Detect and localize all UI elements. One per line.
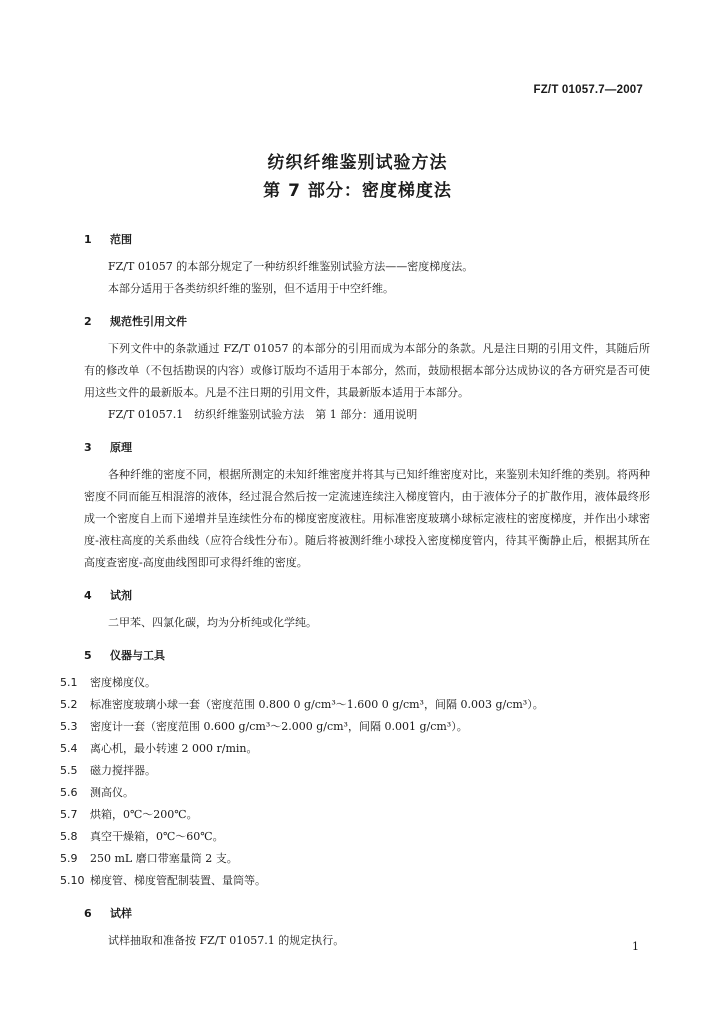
- list-item: 5.6 测高仪。: [60, 786, 134, 799]
- apparatus-list: [60, 672, 650, 892]
- document-subtitle: 第 7 部分：密度梯度法: [263, 181, 452, 201]
- section-title: 范围: [110, 233, 132, 246]
- section-heading-apparatus: [84, 648, 650, 664]
- section-number: 5: [84, 649, 92, 662]
- document-title: 纺织纤维鉴别试验方法: [267, 153, 448, 173]
- list-item: 5.9 250 mL 磨口带塞量筒 2 支。: [60, 852, 238, 865]
- paragraph: FZ/T 01057 的本部分规定了一种纺织纤维鉴别试验方法——密度梯度法。: [108, 260, 474, 273]
- paragraph: 各种纤维的密度不同，根据所测定的未知纤维密度并将其与已知纤维密度对比，来鉴别未知纤维的类别。将两种密度不同而能互相混溶的液体，经过混合然后按一定流速连续注入梯度管内，由于液体分子的扩散作用，液体最终形成一个密度自上而下递增并呈连续性分布的梯度密度液柱。用标准密度玻璃小球标定液柱的密度梯度，并作出小球密度-液柱高度的关系曲线（应符合线性分布）。随后将被测纤维小球投入密度梯度管内，待其平衡静止后，根据其所在高度查密度-高度曲线图即可求得纤维的密度。: [84, 468, 650, 569]
- standard-code: FZ/T 01057.7—2007: [533, 84, 643, 96]
- list-item: 5.4 离心机，最小转速 2 000 r/min。: [60, 742, 258, 755]
- list-item: 5.2 标准密度玻璃小球一套（密度范围 0.800 0 g/cm³～1.600 0 g/cm³，间隔 0.003 g/cm³）。: [60, 698, 544, 711]
- section-number: 4: [84, 589, 92, 602]
- paragraph: 本部分适用于各类纺织纤维的鉴别，但不适用于中空纤维。: [108, 282, 394, 295]
- section-title: 原理: [110, 441, 132, 454]
- section-number: 1: [84, 233, 92, 246]
- section-title: 试样: [110, 907, 132, 920]
- section-heading-reagents: [84, 588, 650, 604]
- section-heading-normative-references: [84, 314, 650, 330]
- list-item: 5.5 磁力搅拌器。: [60, 764, 156, 777]
- paragraph: 下列文件中的条款通过 FZ/T 01057 的本部分的引用而成为本部分的条款。凡是注日期的引用文件，其随后所有的修改单（不包括勘误的内容）或修订版均不适用于本部分，然而，鼓励根据本部分达成协议的各方研究是否可使用这些文件的最新版本。凡是不注日期的引用文件，其最新版本适用于本部分。: [84, 342, 650, 399]
- reference-entry: FZ/T 01057.1 纺织纤维鉴别试验方法 第 1 部分：通用说明: [108, 408, 418, 421]
- list-item: 5.7 烘箱，0℃～200℃。: [60, 808, 198, 821]
- section-title: 仪器与工具: [110, 649, 165, 662]
- section-heading-scope: [84, 232, 650, 248]
- section-title: 规范性引用文件: [110, 315, 187, 328]
- paragraph: 二甲苯、四氯化碳，均为分析纯或化学纯。: [108, 616, 317, 629]
- section-heading-specimens: [84, 906, 650, 922]
- list-item: 5.8 真空干燥箱，0℃～60℃。: [60, 830, 224, 843]
- paragraph: 试样抽取和准备按 FZ/T 01057.1 的规定执行。: [108, 934, 345, 947]
- section-number: 6: [84, 907, 92, 920]
- document-body: [60, 232, 650, 952]
- page-number: 1: [632, 940, 639, 953]
- section-number: 3: [84, 441, 92, 454]
- list-item: 5.10 梯度管、梯度管配制装置、量筒等。: [60, 874, 266, 887]
- list-item: 5.3 密度计一套（密度范围 0.600 g/cm³～2.000 g/cm³，间隔 0.001 g/cm³）。: [60, 720, 468, 733]
- section-number: 2: [84, 315, 92, 328]
- section-heading-principle: [84, 440, 650, 456]
- list-item: 5.1 密度梯度仪。: [60, 676, 156, 689]
- section-title: 试剂: [110, 589, 132, 602]
